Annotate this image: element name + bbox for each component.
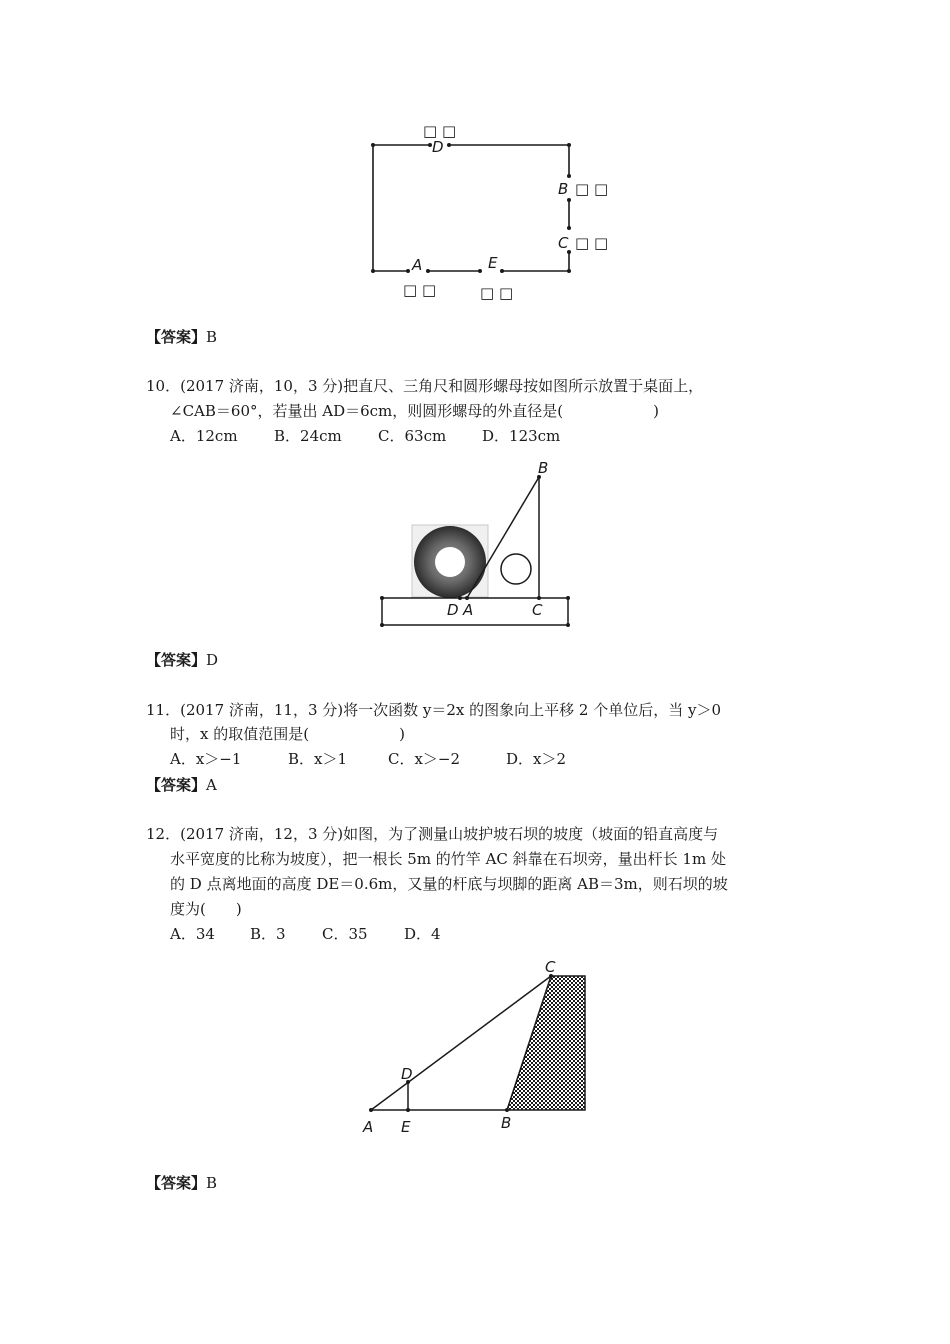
q12-options bbox=[170, 923, 441, 945]
fig1-label-d: D bbox=[432, 138, 444, 156]
fig3-label-d: D bbox=[401, 1065, 413, 1083]
fig1-box-glyph-b: □ □ bbox=[575, 180, 609, 198]
q12-line1: (2017 济南，12，3 分)如图，为了测量山坡护坡石坝的坡度（坡面的铅直高度与 bbox=[180, 825, 719, 843]
answer-label: 【答案】 bbox=[146, 1174, 207, 1192]
q11-option-d: D．x＞2 bbox=[506, 750, 567, 768]
fig1-label-e: E bbox=[488, 254, 498, 272]
q9-answer bbox=[146, 326, 217, 348]
q11-options bbox=[170, 748, 566, 770]
answer-label: 【答案】 bbox=[146, 328, 207, 346]
fig3-label-a: A bbox=[363, 1118, 374, 1136]
fig1-box-glyph-a: □ □ bbox=[403, 281, 437, 299]
q10-answer-value: D bbox=[206, 651, 219, 669]
fig2-label-c: C bbox=[532, 601, 543, 619]
fig1-label-a: A bbox=[412, 256, 423, 274]
q11-line2: 时，x 的取值范围是( ) bbox=[170, 725, 405, 743]
q12-answer bbox=[146, 1172, 217, 1194]
q10-option-c: C．63cm bbox=[378, 427, 447, 445]
fig3-label-b: B bbox=[501, 1114, 512, 1132]
q11-number: 11． bbox=[146, 701, 181, 719]
q11-option-b: B．x＞1 bbox=[288, 750, 348, 768]
q10-stem bbox=[146, 375, 703, 397]
fig2-label-a: A bbox=[463, 601, 474, 619]
q11-stem bbox=[146, 699, 721, 721]
q11-line1: (2017 济南，11，3 分)将一次函数 y＝2x 的图象向上平移 2 个单位后，当 y＞0 bbox=[180, 701, 722, 719]
q11-option-a: A．x＞−1 bbox=[170, 750, 242, 768]
fig3-label-e: E bbox=[401, 1118, 411, 1136]
q12-stem bbox=[146, 823, 718, 845]
fig1-box-glyph-c: □ □ bbox=[575, 234, 609, 252]
q12-option-b: B．3 bbox=[250, 925, 286, 943]
q10-option-d: D．123cm bbox=[482, 427, 561, 445]
figure-nut-triangle bbox=[370, 455, 590, 635]
fig1-box-glyph-e: □ □ bbox=[480, 284, 514, 302]
q12-option-a: A．34 bbox=[170, 925, 215, 943]
fig1-box-glyph-top: □ □ bbox=[423, 122, 457, 140]
q12-line3: 的 D 点离地面的高度 DE＝0.6m，又量的杆底与坝脚的距离 AB＝3m，则石坝的坡 bbox=[170, 875, 728, 893]
q10-line1: (2017 济南，10，3 分)把直尺、三角尺和圆形螺母按如图所示放置于桌面上， bbox=[180, 377, 704, 395]
fig2-label-d: D bbox=[447, 601, 459, 619]
figure-route-rectangle bbox=[360, 118, 620, 308]
q11-answer-value: A bbox=[206, 776, 217, 794]
q10-line2: ∠CAB＝60°，若量出 AD＝6cm，则圆形螺母的外直径是( ) bbox=[170, 402, 659, 420]
q12-option-c: C．35 bbox=[322, 925, 368, 943]
q10-options bbox=[170, 425, 560, 447]
fig2-label-b: B bbox=[538, 459, 549, 477]
q12-option-d: D．4 bbox=[404, 925, 441, 943]
q10-option-b: B．24cm bbox=[274, 427, 342, 445]
q10-answer bbox=[146, 649, 218, 671]
figure-dam-slope bbox=[355, 950, 605, 1140]
q11-option-c: C．x＞−2 bbox=[388, 750, 461, 768]
q12-number: 12． bbox=[146, 825, 181, 843]
q12-answer-value: B bbox=[206, 1174, 218, 1192]
q12-line4: 度为( ) bbox=[170, 900, 242, 918]
q10-option-a: A．12cm bbox=[170, 427, 238, 445]
q10-number: 10． bbox=[146, 377, 181, 395]
answer-label: 【答案】 bbox=[146, 651, 207, 669]
q12-line2: 水平宽度的比称为坡度），把一根长 5m 的竹竿 AC 斜靠在石坝旁，量出杆长 1m 处 bbox=[170, 850, 726, 868]
fig1-label-b: B bbox=[558, 180, 569, 198]
fig1-label-c: C bbox=[558, 234, 569, 252]
q11-answer bbox=[146, 774, 217, 796]
q9-answer-value: B bbox=[206, 328, 218, 346]
answer-label: 【答案】 bbox=[146, 776, 207, 794]
fig3-label-c: C bbox=[545, 958, 556, 976]
